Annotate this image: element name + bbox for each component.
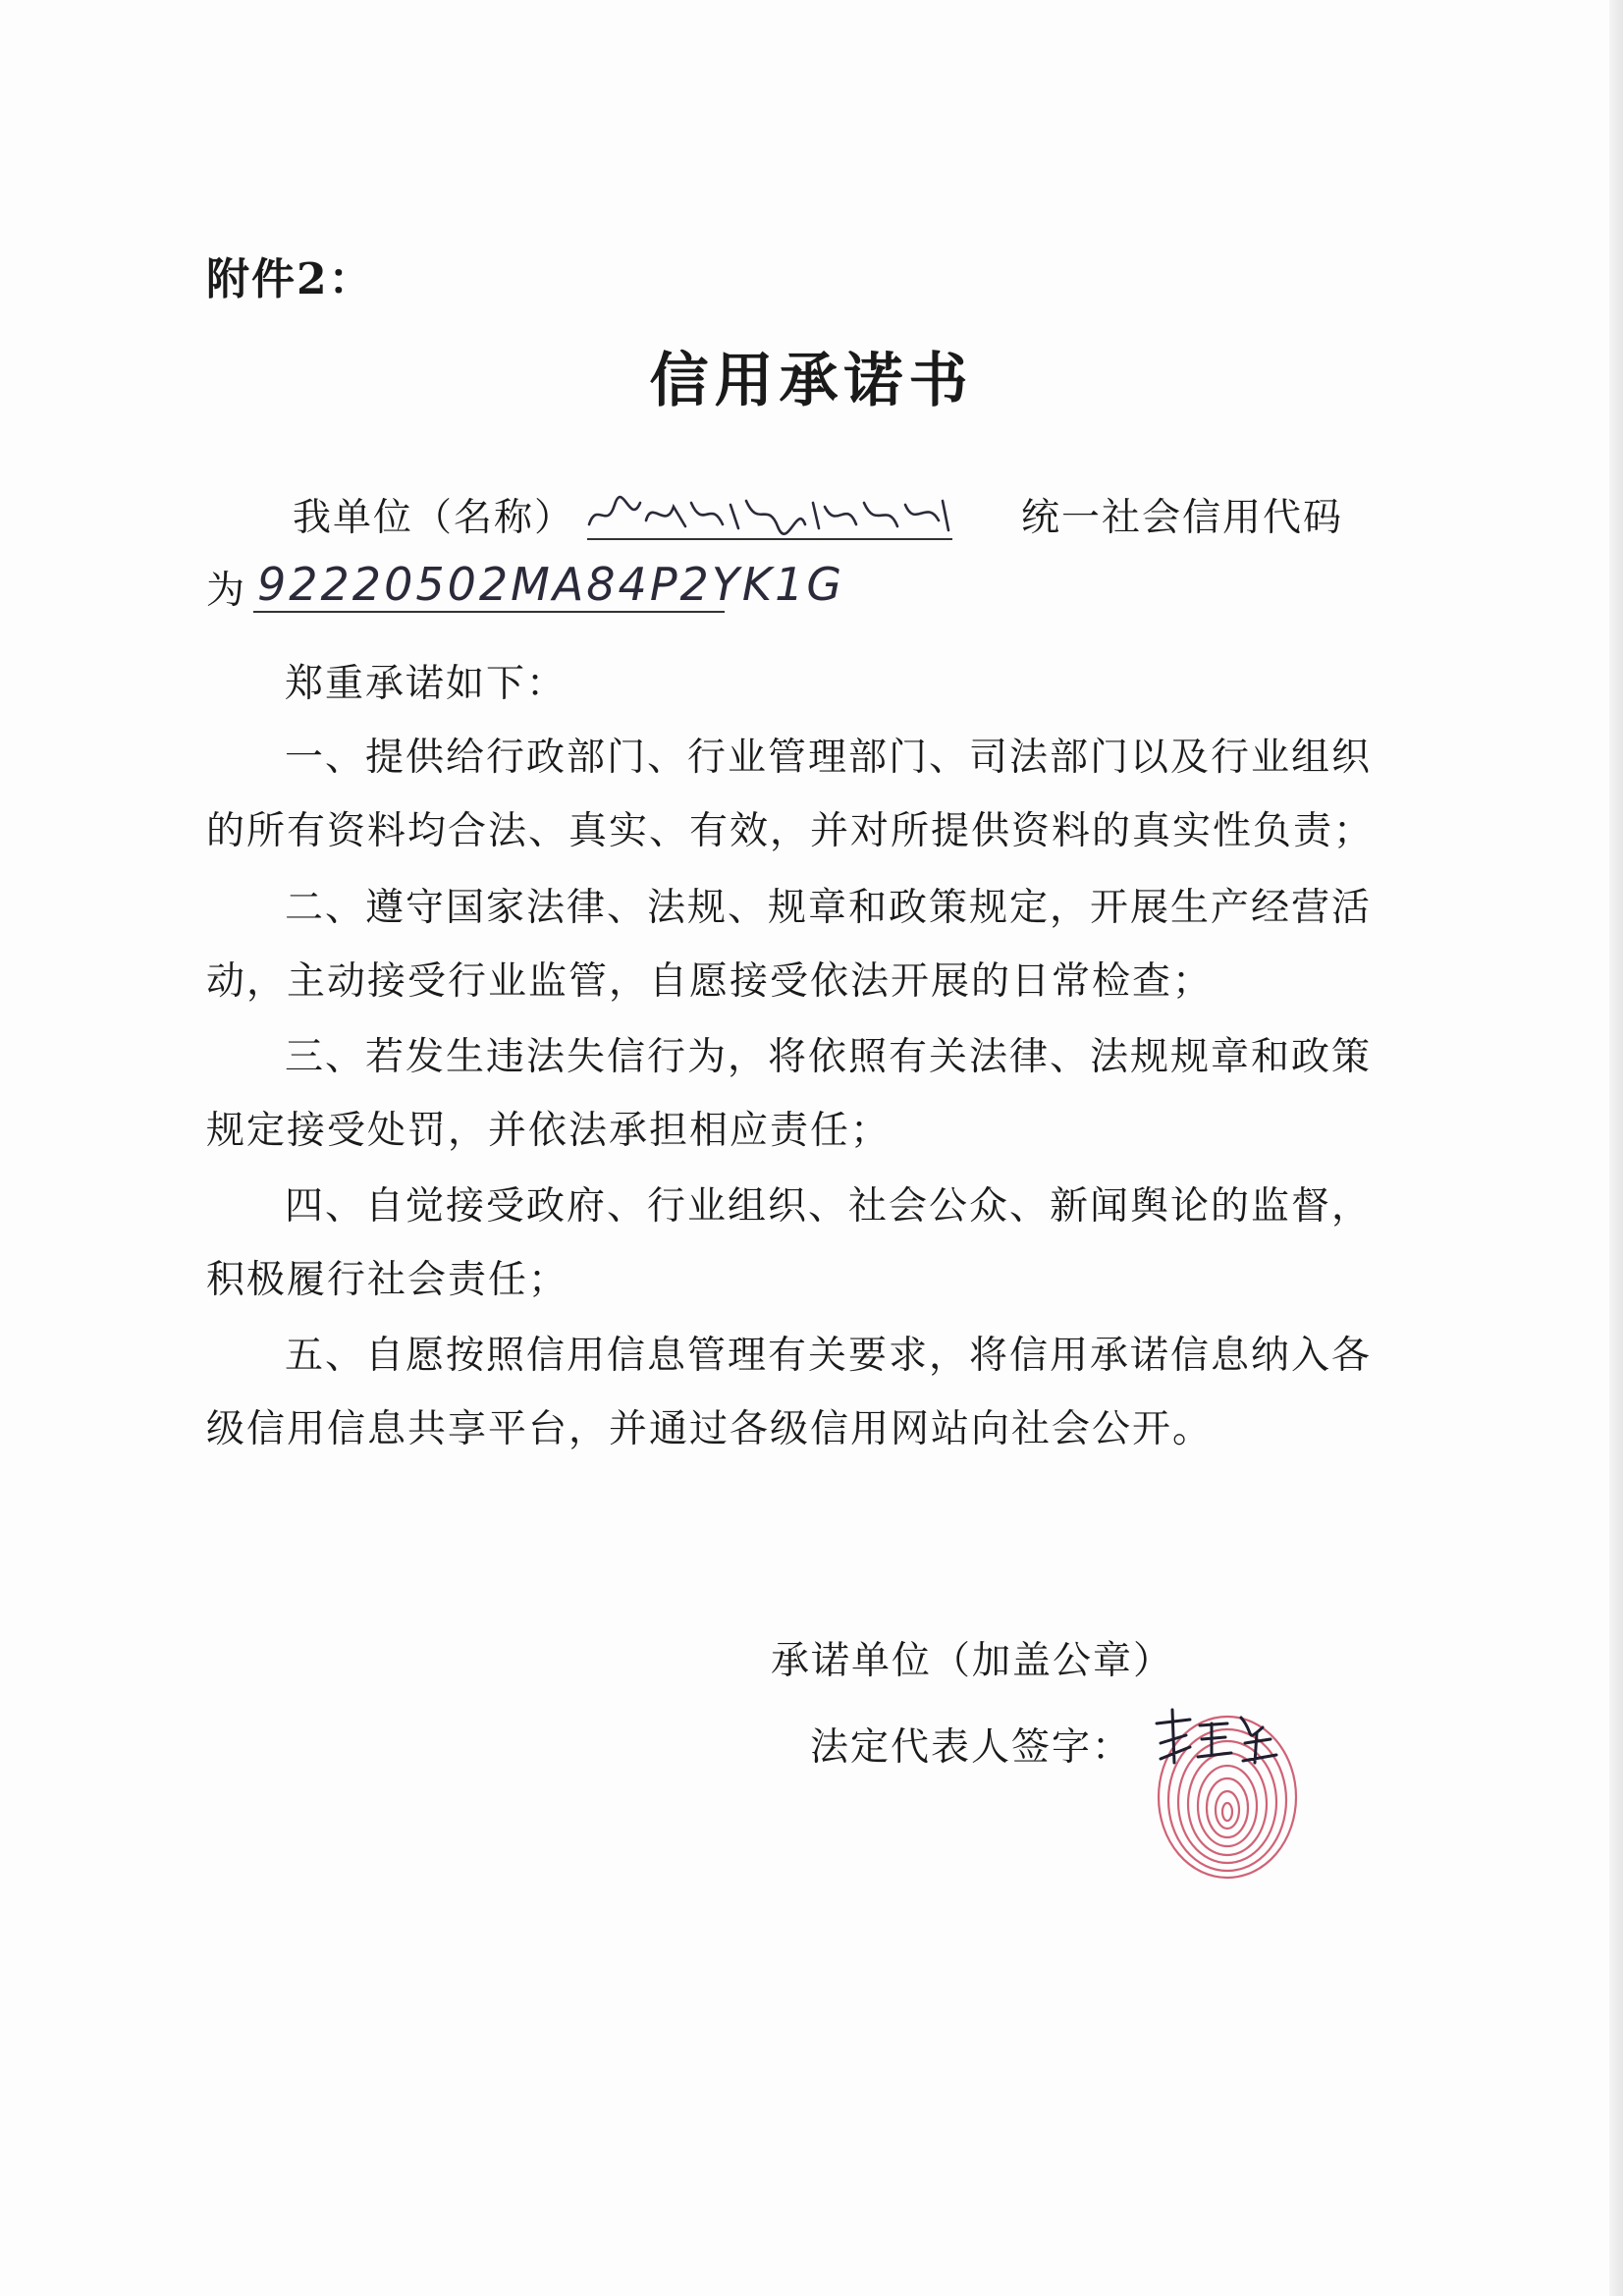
item-4-line-2: 积极履行社会责任； <box>206 1258 569 1302</box>
item-3-line-1: 三、若发生违法失信行为，将依照有关法律、法规规章和政策 <box>285 1035 1373 1079</box>
unit-seal-label: 承诺单位（加盖公章） <box>771 1639 1174 1683</box>
rep-signature-text <box>0 0 1 1</box>
item-5-line-1: 五、自愿按照信用信息管理有关要求，将信用承诺信息纳入各 <box>285 1334 1373 1378</box>
intro-after-name: 统一社会信用代码 <box>1021 496 1344 540</box>
item-2-line-1: 二、遵守国家法律、法规、规章和政策规定，开展生产经营活 <box>285 886 1373 930</box>
rep-signature-handwriting <box>1147 1704 1284 1773</box>
code-prefix: 为 <box>206 569 247 613</box>
item-1-line-1: 一、提供给行政部门、行业管理部门、司法部门以及行业组织 <box>285 736 1373 780</box>
attachment-label: 附件2： <box>206 254 374 304</box>
item-1-line-2: 的所有资料均合法、真实、有效，并对所提供资料的真实性负责； <box>206 809 1375 853</box>
document-title: 信用承诺书 <box>649 347 974 415</box>
item-4-line-1: 四、自觉接受政府、行业组织、社会公众、新闻舆论的监督， <box>285 1184 1373 1229</box>
item-5-line-2: 级信用信息共享平台，并通过各级信用网站向社会公开。 <box>206 1407 1214 1451</box>
unit-name-underline <box>587 538 952 540</box>
rep-sign-label: 法定代表人签字： <box>810 1725 1133 1770</box>
unit-name-handwriting-text <box>0 0 1 1</box>
unit-name-handwriting <box>583 491 956 538</box>
intro-prefix: 我单位（名称） <box>293 496 575 540</box>
credit-code-handwriting: 92220502MA84P2YK1G <box>257 558 845 611</box>
solemn-statement: 郑重承诺如下： <box>285 662 568 706</box>
item-3-line-2: 规定接受处罚，并依法承担相应责任； <box>206 1109 892 1153</box>
credit-code-underline <box>253 611 725 613</box>
item-2-line-2: 动，主动接受行业监管，自愿接受依法开展的日常检查； <box>206 959 1214 1004</box>
